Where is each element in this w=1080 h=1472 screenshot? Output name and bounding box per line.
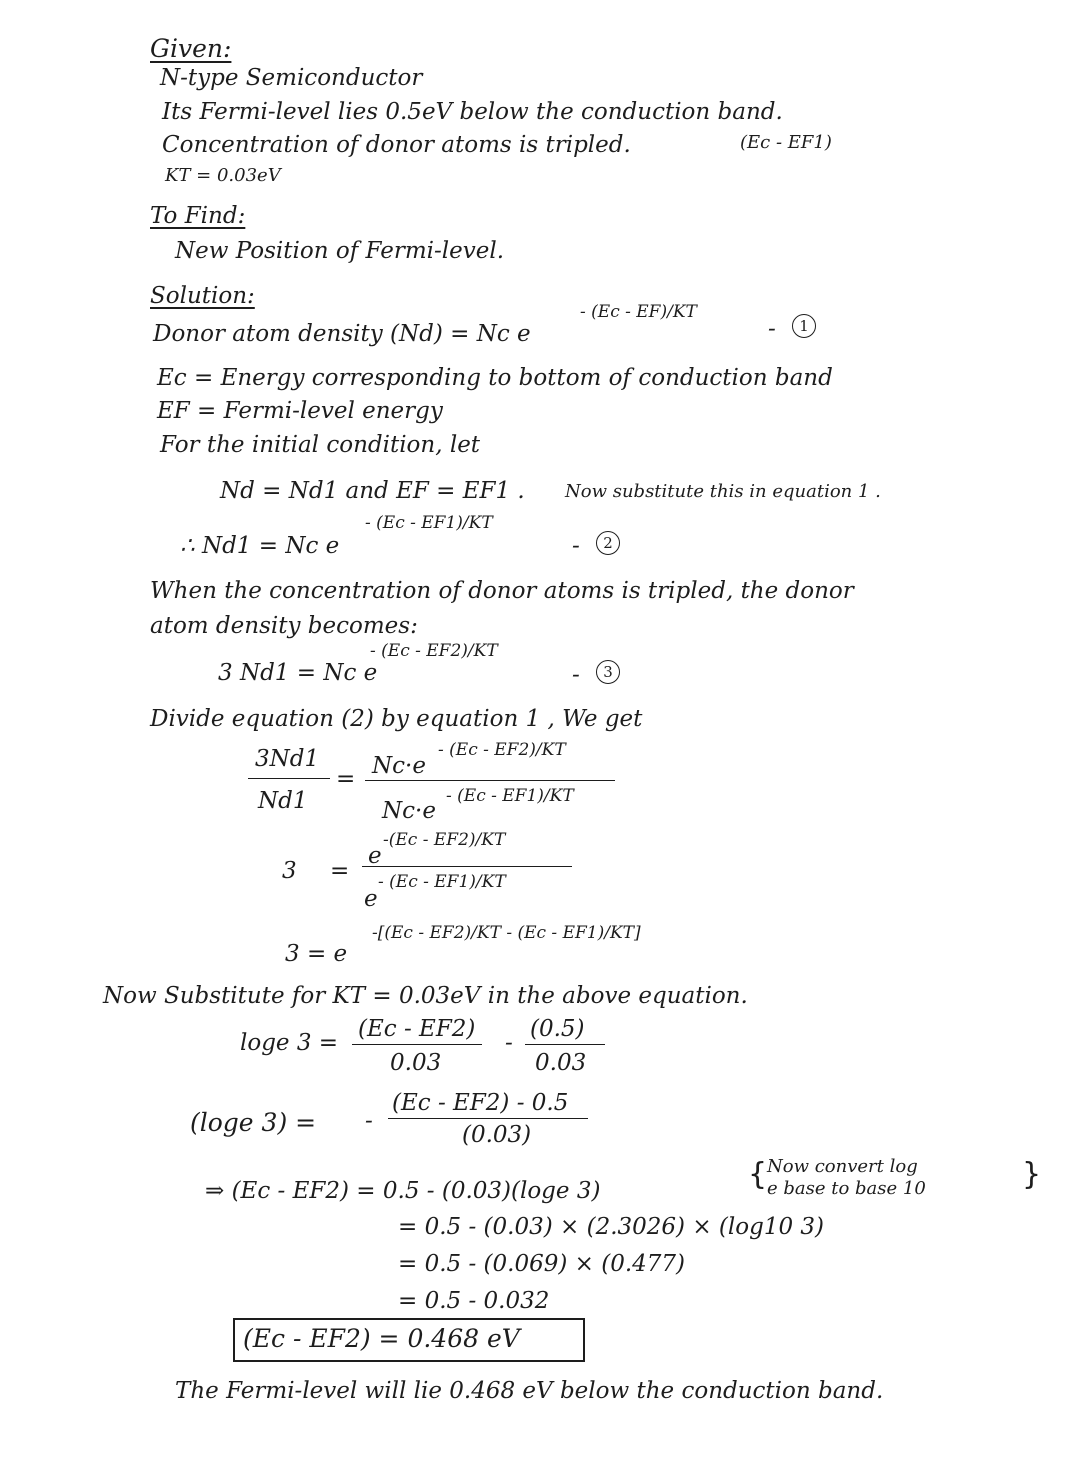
step-4: = 0.5 - 0.032: [398, 1288, 550, 1314]
step-3: = 0.5 - (0.069) × (0.477): [398, 1251, 686, 1277]
frac1-num-left: 3Nd1: [255, 746, 320, 772]
eq4-exponent: -[(Ec - EF2)/KT - (Ec - EF1)/KT]: [372, 923, 641, 943]
note-brace-left: {: [748, 1157, 768, 1192]
eq3-number: 3: [596, 660, 620, 684]
conclusion: The Fermi-level will lie 0.468 eV below the conduction band.: [175, 1378, 884, 1404]
substitute-line: Now Substitute for KT = 0.03eV in the above equation.: [103, 983, 748, 1009]
frac2-den-exp: - (Ec - EF1)/KT: [378, 872, 506, 892]
def-ef: EF = Fermi-level energy: [157, 398, 443, 424]
eq1-lhs: Donor atom density (Nd) = Nc e: [153, 321, 531, 347]
log1-frac1-bar: [352, 1044, 482, 1045]
eq2-exponent: - (Ec - EF1)/KT: [365, 513, 493, 533]
log2-lhs: (loge 3) =: [190, 1108, 317, 1137]
log1-frac2-bar: [525, 1044, 605, 1045]
eq1-number: 1: [792, 314, 816, 338]
given-note-ec-ef1: (Ec - EF1): [740, 132, 832, 153]
log1-frac1-num: (Ec - EF2): [358, 1016, 476, 1042]
eq3-exponent: - (Ec - EF2)/KT: [370, 641, 498, 661]
eq2-number: 2: [596, 531, 620, 555]
log1-minus: -: [505, 1030, 513, 1056]
eq1-exponent: - (Ec - EF)/KT: [580, 302, 697, 322]
frac1-den-right-exp: - (Ec - EF1)/KT: [446, 786, 574, 806]
frac1-equals: =: [336, 766, 356, 792]
log2-minus: -: [365, 1108, 373, 1134]
find-line-new-position: New Position of Fermi-level.: [175, 238, 505, 264]
eq4-lhs: 3 = e: [285, 941, 348, 967]
given-heading: Given:: [150, 34, 232, 63]
frac2-three: 3: [282, 858, 297, 884]
given-line-semiconductor: N-type Semiconductor: [160, 65, 423, 91]
frac2-num-exp: -(Ec - EF2)/KT: [383, 830, 506, 850]
step-1: ⇒ (Ec - EF2) = 0.5 - (0.03)(loge 3): [205, 1178, 601, 1204]
log1-frac1-den: 0.03: [390, 1050, 442, 1076]
tripled-line-2: atom density becomes:: [150, 613, 418, 639]
log1-frac2-den: 0.03: [535, 1050, 587, 1076]
eq1-dash: -: [768, 316, 776, 342]
frac1-bar-right: [365, 780, 615, 781]
initial-condition: For the initial condition, let: [160, 432, 481, 458]
frac1-num-right: Nc·e: [372, 753, 426, 779]
subst-line: Nd = Nd1 and EF = EF1 .: [220, 478, 525, 504]
log1-frac2-num: (0.5): [530, 1016, 585, 1042]
eq3-lhs: 3 Nd1 = Nc e: [218, 660, 378, 686]
result-text: (Ec - EF2) = 0.468 eV: [243, 1324, 520, 1353]
solution-heading: Solution:: [150, 283, 255, 309]
frac2-bar: [362, 866, 572, 867]
frac2-den: e: [364, 886, 378, 912]
log2-num: (Ec - EF2) - 0.5: [392, 1090, 569, 1116]
frac2-equals: =: [330, 858, 350, 884]
def-ec: Ec = Energy corresponding to bottom of conduction band: [157, 365, 833, 391]
frac1-bar-left: [248, 778, 330, 779]
eq2-lhs: ∴ Nd1 = Nc e: [180, 533, 340, 559]
find-heading: To Find:: [150, 203, 246, 229]
log2-den: (0.03): [462, 1122, 532, 1148]
given-line-kt: KT = 0.03eV: [165, 165, 281, 186]
frac1-num-right-exp: - (Ec - EF2)/KT: [438, 740, 566, 760]
tripled-line-1: When the concentration of donor atoms is tripled, the donor: [150, 578, 854, 604]
eq2-dash: -: [572, 533, 580, 559]
frac1-den-left: Nd1: [258, 788, 308, 814]
divide-line: Divide equation (2) by equation 1 , We get: [150, 706, 643, 732]
log1-lhs: loge 3 =: [240, 1030, 339, 1056]
log2-bar: [388, 1118, 588, 1119]
eq3-dash: -: [572, 662, 580, 688]
note-line-2: e base to base 10: [767, 1178, 926, 1199]
given-line-fermi-level: Its Fermi-level lies 0.5eV below the conduction band.: [162, 99, 783, 125]
step-2: = 0.5 - (0.03) × (2.3026) × (log10 3): [398, 1214, 825, 1240]
given-line-concentration: Concentration of donor atoms is tripled.: [162, 132, 631, 158]
subst-note: Now substitute this in equation 1 .: [565, 481, 881, 502]
frac2-num: e: [368, 843, 382, 869]
note-line-1: Now convert log: [767, 1156, 918, 1177]
frac1-den-right: Nc·e: [382, 798, 436, 824]
note-brace-right: }: [1022, 1157, 1042, 1192]
